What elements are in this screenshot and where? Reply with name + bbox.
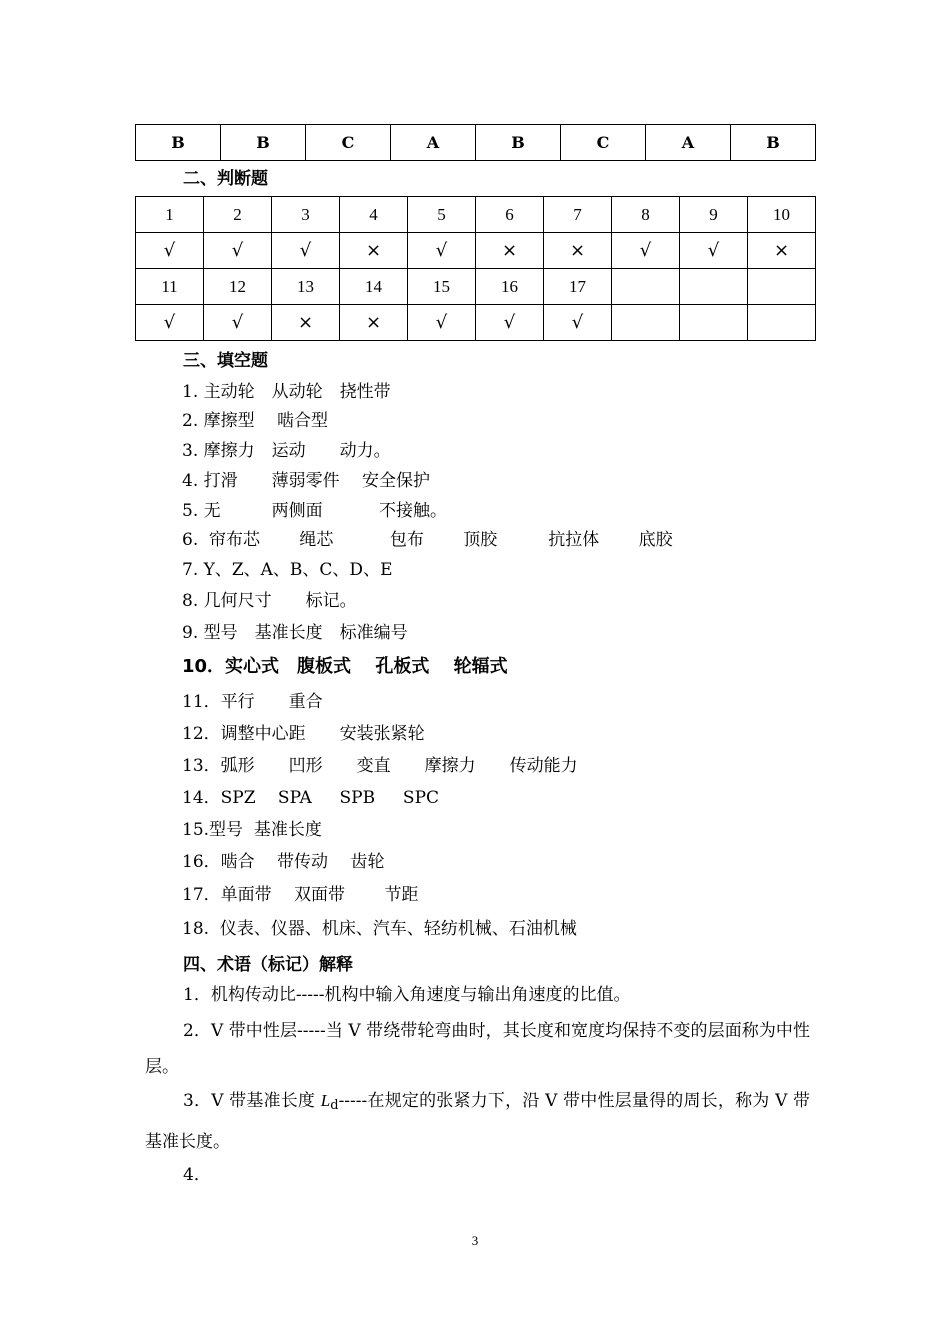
question-number-cell: 7 bbox=[544, 197, 612, 233]
answer-mark-cell: √ bbox=[680, 233, 748, 269]
symbol-subscript-d: d bbox=[330, 1098, 339, 1113]
fill-in-answer-9: 9. 型号 基准长度 标准编号 bbox=[182, 623, 408, 643]
table-row bbox=[136, 197, 816, 233]
question-number-cell: 3 bbox=[272, 197, 340, 233]
answer-cell: C bbox=[561, 125, 646, 161]
fill-in-answer-2: 2. 摩擦型 啮合型 bbox=[182, 411, 329, 431]
answer-mark-cell: √ bbox=[272, 233, 340, 269]
empty-cell bbox=[748, 269, 816, 305]
fill-in-answer-16: 16．啮合 带传动 齿轮 bbox=[182, 852, 385, 872]
answer-mark-cell: √ bbox=[204, 305, 272, 341]
fill-in-answer-10: 10．实心式 腹板式 孔板式 轮辐式 bbox=[182, 656, 508, 677]
answer-mark-cell: × bbox=[476, 233, 544, 269]
answer-cell: B bbox=[136, 125, 221, 161]
fill-in-answer-18: 18. 仪表、仪器、机床、汽车、轻纺机械、石油机械 bbox=[182, 919, 577, 939]
question-number-cell: 4 bbox=[340, 197, 408, 233]
table-row bbox=[136, 305, 816, 341]
fill-in-answer-14: 14．SPZ SPA SPB SPC bbox=[182, 788, 440, 808]
term-definition-text: 2．V 带中性层-----当 V 带绕带轮弯曲时，其长度和宽度均保持不变的层面称为中性层。 bbox=[145, 1021, 810, 1077]
section-heading-judgement: 二、判断题 bbox=[183, 169, 268, 189]
fill-in-answer-5: 5. 无 两侧面 不接触。 bbox=[182, 501, 448, 521]
question-number-cell: 11 bbox=[136, 269, 204, 305]
answer-cell: C bbox=[306, 125, 391, 161]
fill-in-answer-11: 11．平行 重合 bbox=[182, 692, 323, 712]
term-definition-text: 4． bbox=[183, 1165, 211, 1185]
empty-cell bbox=[612, 269, 680, 305]
fill-in-answer-15: 15.型号 基准长度 bbox=[182, 820, 322, 840]
fill-in-answer-7: 7. Y、Z、A、B、C、D、E bbox=[182, 560, 393, 580]
answer-mark-cell: √ bbox=[408, 233, 476, 269]
answer-mark-cell: √ bbox=[612, 233, 680, 269]
answer-mark-cell: √ bbox=[476, 305, 544, 341]
question-number-cell: 13 bbox=[272, 269, 340, 305]
question-number-cell: 14 bbox=[340, 269, 408, 305]
question-number-cell: 12 bbox=[204, 269, 272, 305]
answer-mark-cell: × bbox=[340, 233, 408, 269]
multiple-choice-answer-table bbox=[135, 124, 816, 161]
answer-mark-cell: √ bbox=[408, 305, 476, 341]
term-definition-text: -----在规定的张紧力下，沿 V 带中性层量得的周长，称为 V 带基准长度。 bbox=[145, 1091, 811, 1152]
term-definition-prefix: 3．V 带基准长度 bbox=[183, 1091, 321, 1111]
empty-cell bbox=[680, 269, 748, 305]
answer-cell: A bbox=[391, 125, 476, 161]
question-number-cell: 1 bbox=[136, 197, 204, 233]
table-row bbox=[136, 233, 816, 269]
term-definition-1 bbox=[145, 977, 810, 1013]
section-heading-terminology: 四、术语（标记）解释 bbox=[183, 955, 353, 975]
answer-cell: B bbox=[221, 125, 306, 161]
fill-in-answer-13: 13．弧形 凹形 变直 摩擦力 传动能力 bbox=[182, 756, 578, 776]
fill-in-answer-4: 4. 打滑 薄弱零件 安全保护 bbox=[182, 471, 431, 491]
table-row bbox=[136, 269, 816, 305]
answer-mark-cell: √ bbox=[136, 305, 204, 341]
fill-in-answer-6: 6. 帘布芯 绳芯 包布 顶胶 抗拉体 底胶 bbox=[182, 530, 673, 550]
answer-mark-cell: × bbox=[272, 305, 340, 341]
judgement-answer-table bbox=[135, 196, 816, 341]
table-row bbox=[136, 125, 816, 161]
term-definition-4 bbox=[145, 1157, 810, 1193]
empty-cell bbox=[680, 305, 748, 341]
answer-mark-cell: √ bbox=[204, 233, 272, 269]
question-number-cell: 5 bbox=[408, 197, 476, 233]
section-heading-fill-in: 三、填空题 bbox=[183, 351, 268, 371]
answer-cell: A bbox=[646, 125, 731, 161]
empty-cell bbox=[748, 305, 816, 341]
answer-cell: B bbox=[731, 125, 816, 161]
answer-cell: B bbox=[476, 125, 561, 161]
term-definition-3 bbox=[145, 1083, 810, 1160]
question-number-cell: 6 bbox=[476, 197, 544, 233]
question-number-cell: 8 bbox=[612, 197, 680, 233]
page-number: 3 bbox=[471, 1233, 479, 1248]
symbol-l: L bbox=[320, 1091, 331, 1110]
empty-cell bbox=[612, 305, 680, 341]
answer-mark-cell: × bbox=[748, 233, 816, 269]
answer-mark-cell: × bbox=[544, 233, 612, 269]
question-number-cell: 15 bbox=[408, 269, 476, 305]
answer-mark-cell: √ bbox=[136, 233, 204, 269]
term-definition-2 bbox=[145, 1013, 810, 1085]
fill-in-answer-17: 17．单面带 双面带 节距 bbox=[182, 885, 419, 905]
fill-in-answer-12: 12．调整中心距 安装张紧轮 bbox=[182, 724, 425, 744]
fill-in-answer-8: 8. 几何尺寸 标记。 bbox=[182, 591, 357, 611]
question-number-cell: 17 bbox=[544, 269, 612, 305]
question-number-cell: 9 bbox=[680, 197, 748, 233]
term-definition-text: 1．机构传动比-----机构中输入角速度与输出角速度的比值。 bbox=[183, 985, 631, 1005]
question-number-cell: 16 bbox=[476, 269, 544, 305]
fill-in-answer-3: 3. 摩擦力 运动 动力。 bbox=[182, 441, 391, 461]
fill-in-answer-1: 1. 主动轮 从动轮 挠性带 bbox=[182, 382, 391, 402]
question-number-cell: 2 bbox=[204, 197, 272, 233]
question-number-cell: 10 bbox=[748, 197, 816, 233]
answer-mark-cell: × bbox=[340, 305, 408, 341]
answer-mark-cell: √ bbox=[544, 305, 612, 341]
